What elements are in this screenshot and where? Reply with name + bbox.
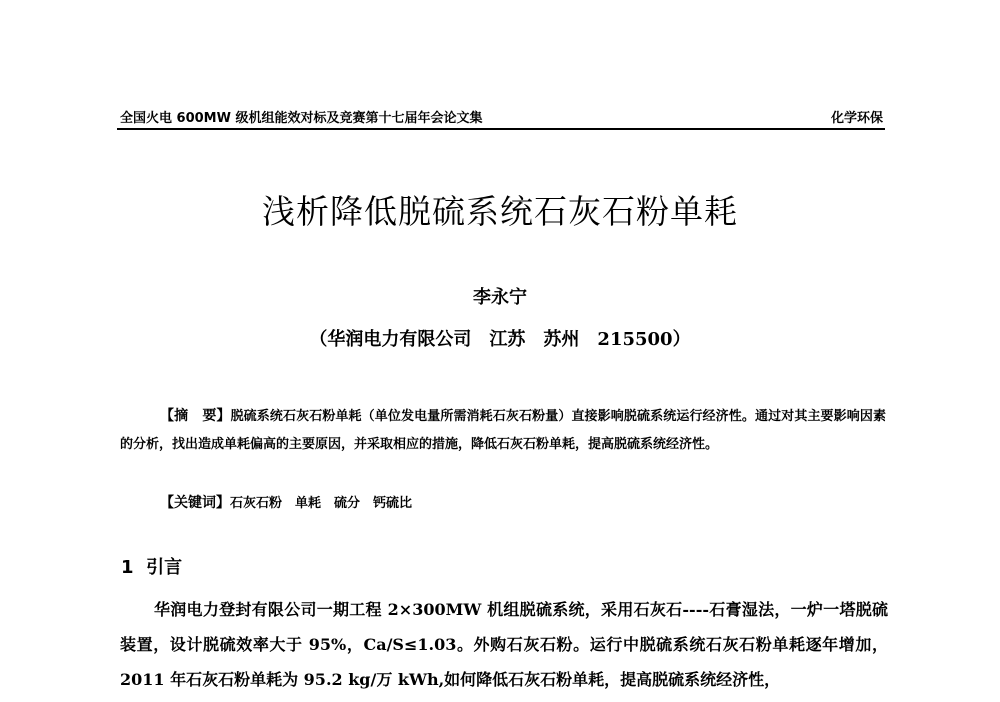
abstract-label: 【摘 要】	[160, 408, 231, 424]
keywords	[160, 492, 412, 512]
author-name: 李永宁	[473, 287, 527, 308]
keywords-text: 石灰石粉 单耗 硫分 钙硫比	[230, 496, 413, 511]
author-affiliation: （华润电力有限公司 江苏 苏州 215500）	[309, 329, 691, 350]
section-number: 1	[121, 557, 134, 578]
keywords-label: 【关键词】	[160, 495, 230, 511]
section-heading	[121, 553, 182, 579]
section-category: 化学环保	[830, 111, 883, 126]
section-title: 引言	[146, 557, 183, 578]
proceedings-title: 全国火电 600MW 级机组能效对标及竞赛第十七届年会论文集	[120, 111, 483, 126]
abstract	[120, 402, 886, 459]
paper-title: 浅析降低脱硫系统石灰石粉单耗	[262, 192, 738, 231]
body-paragraph: 华润电力登封有限公司一期工程 2×300MW 机组脱硫系统，采用石灰石----石膏湿法，一炉一塔脱硫装置，设计脱硫效率大于 95%，Ca/S≤1.03。外购石灰石粉。运行中脱硫系统石灰石粉单耗逐年增加，2011 年石灰石粉单耗为 95.2 kg/万 kWh,如何降低石灰石粉单耗，提高脱硫系统经济性，	[120, 600, 888, 689]
abstract-text: 脱硫系统石灰石粉单耗（单位发电量所需消耗石灰石粉量）直接影响脱硫系统运行经济性。通过对其主要影响因素的分析，找出造成单耗偏高的主要原因，并采取相应的措施，降低石灰石粉单耗，提高脱硫系统经济性。	[120, 409, 886, 452]
running-header	[117, 104, 885, 130]
